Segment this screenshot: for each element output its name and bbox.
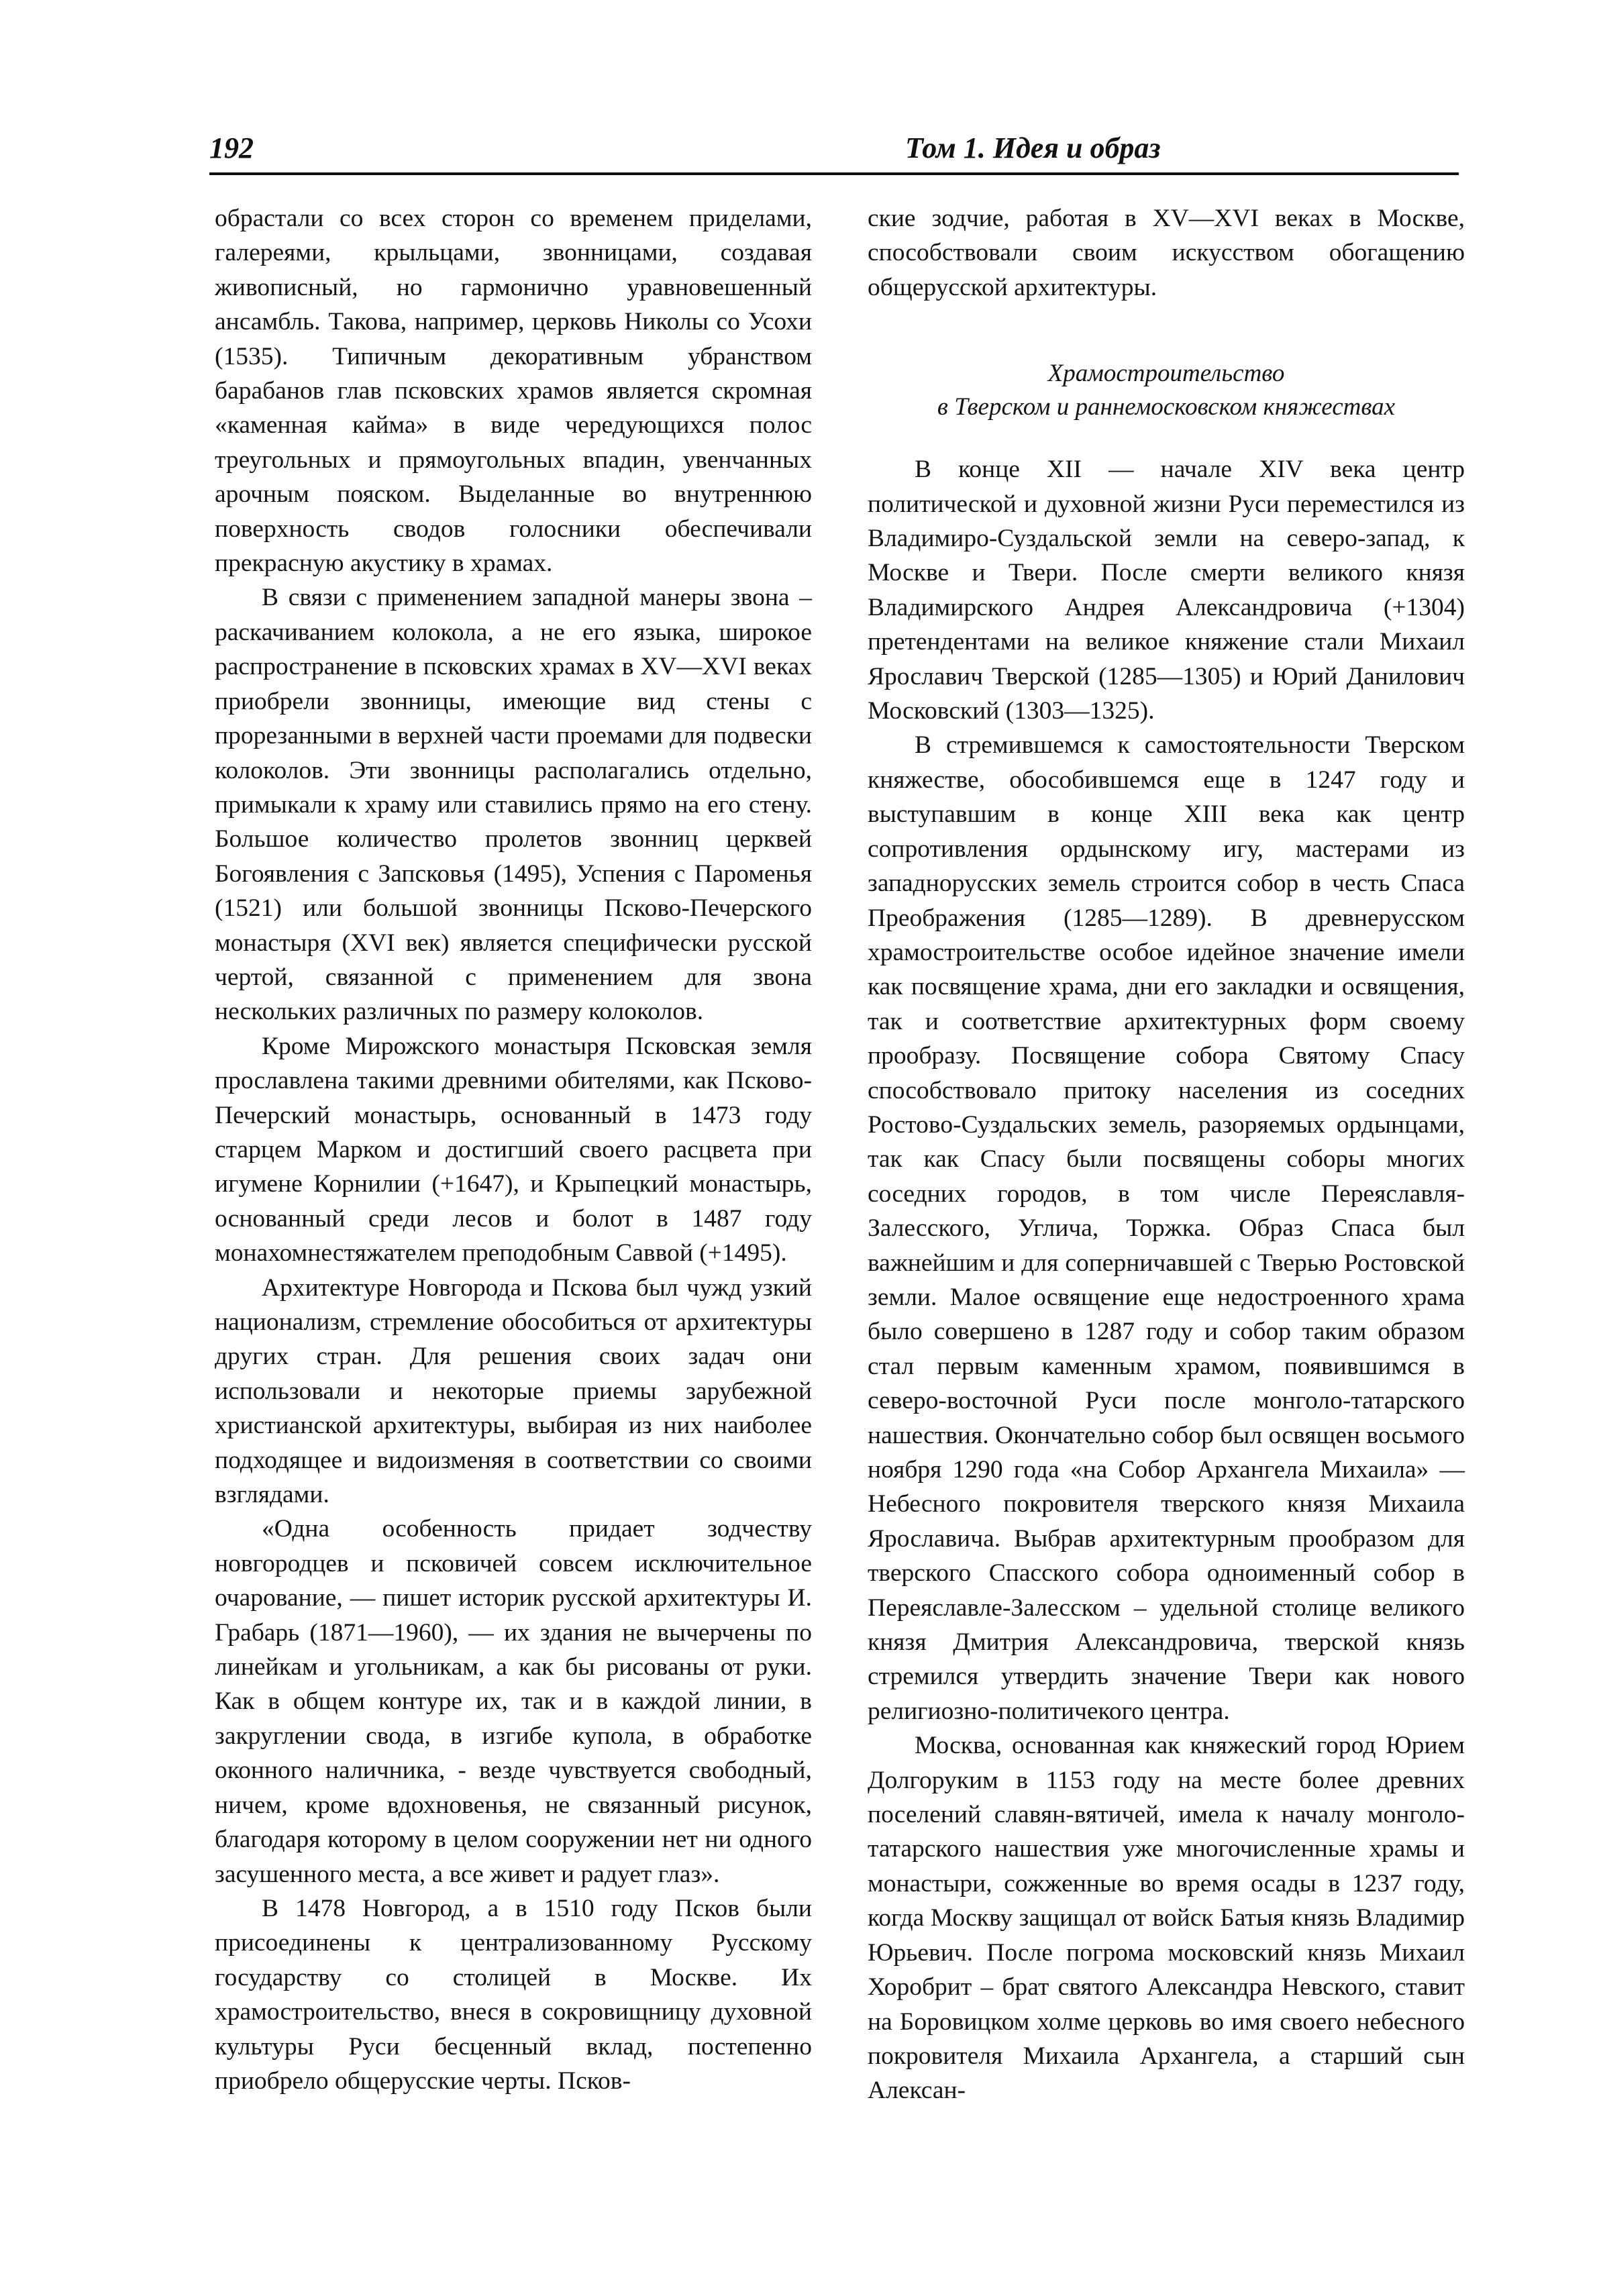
section-heading-line: в Тверском и раннемосковском княжествах	[937, 393, 1396, 421]
paragraph: В конце XII — начале XIV века центр политической и духовной жизни Руси переместился из Владимиро-Суздальской земли на северо-запад, к Москве и Твери. После смерти великого князя Владимирского Андрея Александровича (+1304) претендентами на великое княжение стали Михаил Ярославич Тверской (1285—1305) и Юрий Данилович Московский (1303—1325).	[868, 456, 1465, 725]
paragraph: «Одна особенность придает зодчеству новгородцев и псковичей совсем исключительное очарование, — пишет историк русской архитектуры И. Грабарь (1871—1960), — их здания не вычерчены по линейкам и угольникам, а как бы рисованы от руки. Как в общем контуре их, так и в каждой линии, в закруглении свода, в изгибе купола, в обработке оконного наличника, - везде чувствуется свободный, ничем, кроме вдохновенья, не связанный рисунок, благодаря которому в целом сооружении нет ни одного засушенного места, а все живет и радует глаз».	[215, 1515, 812, 1888]
header-rule	[209, 172, 1459, 175]
right-column	[868, 201, 1465, 2108]
paragraph-continuation: ские зодчие, работая в XV—XVI веках в Москве, способствовали своим искусством обогащению общерусской архитектуры.	[868, 205, 1465, 301]
paragraph: Москва, основанная как княжеский город Юрием Долгоруким в 1153 году на месте более древних поселений славян-вятичей, имела к началу монголо-татарского нашествия уже многочисленные храмы и монастыри, сожженные во время осады в 1237 году, когда Москву защищал от войск Батыя князь Владимир Юрьевич. После погрома московский князь Михаил Хоробрит – брат святого Александра Невского, ставит на Боровицком холме церковь во имя своего небесного покровителя Михаила Архангела, а старший сын Алексан-	[868, 1732, 1465, 2105]
section-heading-line: Храмостроительство	[1047, 360, 1285, 388]
paragraph: В стремившемся к самостоятельности Тверском княжестве, обособившемся еще в 1247 году и выступавшим в конце XIII века как центр сопротивления ордынскому игу, мастерами из западнорусских земель строится собор в честь Спаса Преображения (1285—1289). В древнерусском храмостроительстве особое идейное значение имели как посвящение храма, дни его закладки и освящения, так и соответствие архитектурных форм своему прообразу. Посвящение собора Святому Спасу способствовало притоку населения из соседних Ростово-Суздальских земель, разоряемых ордынцами, так как Спасу были посвящены соборы многих соседних городов, в том числе Переяславля-Залесского, Углича, Торжка. Образ Спаса был важнейшим и для соперничавшей с Тверью Ростовской земли. Малое освящение еще недостроенного храма было совершено в 1287 году и собор таким образом стал первым каменным храмом, появившимся в северо-восточной Руси после монголо-татарского нашествия. Окончательно собор был освящен восьмого ноября 1290 года «на Собор Архангела Михаила» — Небесного покровителя тверского князя Михаила Ярославича. Выбрав архитектурным прообразом для тверского Спасского собора одноименный собор в Переяславле-Залесском – удельной столице великого князя Дмитрия Александровича, тверской князь стремился утвердить значение Твери как нового религиозно-политичекого центра.	[868, 731, 1465, 1725]
paragraph: Архитектуре Новгорода и Пскова был чужд узкий национализм, стремление обособиться от архитектуры других стран. Для решения своих задач они использовали и некоторые приемы зарубежной христианской архитектуры, выбирая из них наиболее подходящее и видоизменяя в соответствии со своими взглядами.	[215, 1273, 812, 1509]
page-header	[209, 131, 1459, 171]
running-title: Том 1. Идея и образ	[905, 132, 1161, 164]
paragraph: Кроме Мирожского монастыря Псковская земля прославлена такими древними обителями, как Псково-Печерский монастырь, основанный в 1473 году старцем Марком и достигший своего расцвета при игумене Корнилии (+1647), и Крыпецкий монастырь, основанный среди лесов и болот в 1487 году монахомнестяжателем преподобным Саввой (+1495).	[215, 1032, 812, 1267]
section-heading	[868, 357, 1465, 424]
paragraph: обрастали со всех сторон со временем приделами, галереями, крыльцами, звонницами, создавая живописный, но гармонично уравновешенный ансамбль. Такова, например, церковь Николы со Усохи (1535). Типичным декоративным убранством барабанов глав псковских храмов является скромная «каменная кайма» в виде чередующихся полос треугольных и прямоугольных впадин, увенчанных арочным пояском. Выделанные во внутреннюю поверхность сводов голосники обеспечивали прекрасную акустику в храмах.	[215, 205, 812, 578]
paragraph: В связи с применением западной манеры звона – раскачиванием колокола, а не его языка, широкое распространение в псковских храмах в XV—XVI веках приобрели звонницы, имеющие вид стены с прорезанными в верхней части проемами для подвески колоколов. Эти звонницы располагались отдельно, примыкали к храму или ставились прямо на его стену. Большое количество пролетов звонниц церквей Богоявления с Запсковья (1495), Успения с Пароменья (1521) или большой звонницы Псково-Печерского монастыря (XVI век) является специфически русской чертой, связанной с применением для звона нескольких различных по размеру колоколов.	[215, 584, 812, 1026]
left-column	[215, 201, 812, 2098]
page-number: 192	[209, 132, 254, 164]
paragraph: В 1478 Новгород, а в 1510 году Псков были присоединены к централизованному Русскому государству со столицей в Москве. Их храмостроительство, внеся в сокровищницу духовной культуры Руси бесценный вклад, постепенно приобрело общерусские черты. Псков-	[215, 1894, 812, 2095]
